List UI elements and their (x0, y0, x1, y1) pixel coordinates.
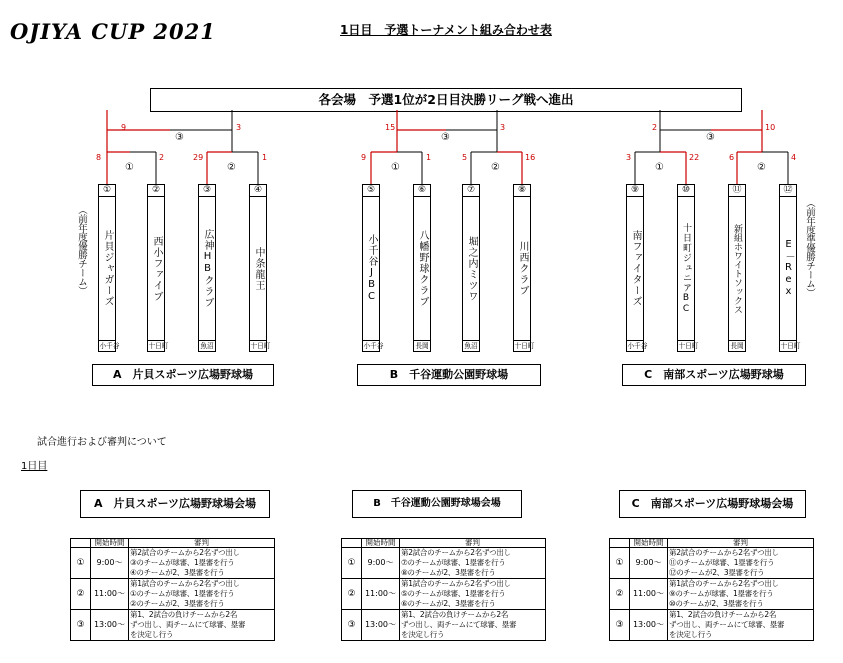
row-umpire (668, 579, 814, 610)
row-round: ① (71, 548, 91, 579)
team-name: 西小ファイブ (147, 196, 165, 341)
umpire-line: ⑧のチームが2、3塁審を行う (401, 568, 496, 577)
row-umpire (668, 610, 814, 641)
row-time: 11:00～ (630, 579, 668, 610)
team-location (98, 341, 120, 352)
team-name: 片貝ジャガーズ (98, 196, 116, 341)
venue-c-box: C 南部スポーツ広場野球場 (622, 364, 806, 386)
score-b-g1-right: 1 (426, 153, 432, 162)
team-location-text: 十日町 (250, 342, 271, 350)
team-number: ⑦ (462, 184, 480, 196)
team-location-text: 小千谷 (99, 342, 120, 350)
row-umpire (668, 548, 814, 579)
umpire-line: ③のチームが球審、1塁審を行う (130, 558, 235, 567)
schedule-venue-a-title: A 片貝スポーツ広場野球場会場 (80, 490, 270, 518)
schedule-table-b (341, 538, 546, 641)
umpire-line: ①のチームが球審、1塁審を行う (130, 589, 235, 598)
umpire-line: ずつ出し、両チームにて球審、塁審 (401, 620, 517, 629)
col-round-header (342, 539, 362, 548)
score-c-g2-right: 4 (791, 153, 797, 162)
table-row (71, 610, 275, 641)
table-row (610, 548, 814, 579)
umpire-line: ⑥のチームが2、3塁審を行う (401, 599, 496, 608)
team-location-text: 長岡 (730, 342, 744, 350)
score-a-g2-right: 1 (262, 153, 268, 162)
score-a-g2-left: 29 (193, 153, 204, 162)
row-round: ③ (342, 610, 362, 641)
team-location-text: 十日町 (514, 342, 535, 350)
umpire-line: ⑦のチームが球審、1塁審を行う (401, 558, 506, 567)
row-umpire (400, 579, 546, 610)
team-number: ⑥ (413, 184, 431, 196)
team-location (677, 341, 699, 352)
prev-runnerup-note: （前年度準優勝チーム） (804, 198, 815, 297)
row-time: 13:00～ (362, 610, 400, 641)
row-time: 9:00～ (630, 548, 668, 579)
venue-b-box: B 千谷運動公園野球場 (357, 364, 541, 386)
score-b-final-right: 3 (500, 123, 506, 132)
table-row (610, 610, 814, 641)
score-b-g2-right: 16 (525, 153, 536, 162)
umpire-line: ずつ出し、両チームにて球審、塁審 (130, 620, 246, 629)
team-card (198, 184, 216, 352)
umpire-line: ④のチームが2、3塁審を行う (130, 568, 225, 577)
score-b-g2-left: 5 (462, 153, 468, 162)
umpire-line: ずつ出し、両チームにて球審、塁審 (669, 620, 785, 629)
col-time-header: 開始時間 (630, 539, 668, 548)
team-location-text: 十日町 (780, 342, 801, 350)
team-number: ② (147, 184, 165, 196)
team-name: 広神HBクラブ (198, 196, 216, 341)
score-c-final-right: 10 (765, 123, 776, 132)
umpire-line: 第2試合のチームから2名ずつ出し (130, 548, 240, 557)
round-label-c-2: ② (757, 162, 766, 173)
round-label-b-2: ② (491, 162, 500, 173)
round-label-b-1: ① (391, 162, 400, 173)
row-umpire (129, 548, 275, 579)
umpire-line: ⑤のチームが球審、1塁審を行う (401, 589, 506, 598)
team-card (413, 184, 431, 352)
umpire-line: ⑨のチームが球審、1塁審を行う (669, 589, 774, 598)
col-round-header (71, 539, 91, 548)
team-name: 八幡野球クラブ (413, 196, 431, 341)
round-label-a-2: ② (227, 162, 236, 173)
row-time: 11:00～ (91, 579, 129, 610)
team-card (779, 184, 801, 352)
row-round: ② (342, 579, 362, 610)
team-card (728, 184, 746, 352)
row-round: ② (610, 579, 630, 610)
umpire-line: 第1試合のチームから2名ずつ出し (401, 579, 511, 588)
col-round-header (610, 539, 630, 548)
team-number: ⑨ (626, 184, 644, 196)
venue-a-box: A 片貝スポーツ広場野球場 (92, 364, 274, 386)
team-card (513, 184, 535, 352)
table-header-row (610, 539, 814, 548)
umpire-line: ②のチームが2、3塁審を行う (130, 599, 225, 608)
team-name: 堀之内ミツワ (462, 196, 480, 341)
table-row (71, 579, 275, 610)
team-location (362, 341, 384, 352)
team-number: ⑫ (779, 184, 797, 196)
row-umpire (400, 548, 546, 579)
umpire-line: 第1試合のチームから2名ずつ出し (669, 579, 779, 588)
umpire-line: を決定し行う (130, 630, 174, 639)
team-name: 南ファイターズ (626, 196, 644, 341)
team-location-text: 魚沼 (200, 342, 214, 350)
row-round: ③ (610, 610, 630, 641)
day-label: 1日目 (21, 461, 48, 472)
team-location (779, 341, 801, 352)
team-name: 新組ホワイトソックス (728, 196, 746, 341)
table-row (342, 610, 546, 641)
team-location-text: 小千谷 (363, 342, 384, 350)
round-label-c-final: ③ (706, 132, 715, 143)
score-a-final-right: 3 (236, 123, 242, 132)
col-umpire-header: 審判 (129, 539, 275, 548)
umpire-line: ⑫のチームが2、3塁審を行う (669, 568, 765, 577)
round-label-c-1: ① (655, 162, 664, 173)
table-header-row (71, 539, 275, 548)
team-name: E－Rex (779, 196, 797, 341)
team-number: ① (98, 184, 116, 196)
team-card (626, 184, 648, 352)
col-umpire-header: 審判 (400, 539, 546, 548)
score-a-g1-left: 8 (96, 153, 102, 162)
table-header-row (342, 539, 546, 548)
row-umpire (129, 610, 275, 641)
schedule-venue-c-title: C 南部スポーツ広場野球場会場 (619, 490, 806, 518)
team-location-text: 小千谷 (627, 342, 648, 350)
team-number: ⑤ (362, 184, 380, 196)
team-location (147, 341, 169, 352)
row-round: ① (342, 548, 362, 579)
team-name: 十日町ジュニアBC (677, 196, 695, 341)
team-number: ④ (249, 184, 267, 196)
col-time-header: 開始時間 (91, 539, 129, 548)
team-location (728, 341, 746, 352)
score-a-g1-right: 2 (159, 153, 165, 162)
score-b-g1-left: 9 (361, 153, 367, 162)
team-name: 小千谷JBC (362, 196, 380, 341)
table-row (610, 579, 814, 610)
score-c-g2-left: 6 (729, 153, 735, 162)
umpire-line: ⑪のチームが球審、1塁審を行う (669, 558, 775, 567)
team-card (249, 184, 271, 352)
score-a-final-left: 9 (121, 123, 127, 132)
umpire-line: 第1試合のチームから2名ずつ出し (130, 579, 240, 588)
row-time: 9:00～ (91, 548, 129, 579)
row-round: ① (610, 548, 630, 579)
team-location (413, 341, 431, 352)
team-location-text: 十日町 (678, 342, 699, 350)
row-round: ② (71, 579, 91, 610)
umpire-line: を決定し行う (669, 630, 713, 639)
team-card (98, 184, 120, 352)
umpire-line: 第1、2試合の負けチームから2名 (401, 610, 509, 619)
umpire-line: 第1、2試合の負けチームから2名 (669, 610, 777, 619)
team-number: ③ (198, 184, 216, 196)
team-location (626, 341, 648, 352)
round-label-b-final: ③ (441, 132, 450, 143)
score-c-final-left: 2 (652, 123, 658, 132)
prev-champion-note: （前年度優勝チーム） (76, 205, 87, 295)
team-location (198, 341, 216, 352)
table-row (342, 579, 546, 610)
team-name: 川西クラブ (513, 196, 531, 341)
table-row (71, 548, 275, 579)
team-location (249, 341, 271, 352)
umpire-line: を決定し行う (401, 630, 445, 639)
col-umpire-header: 審判 (668, 539, 814, 548)
team-location-text: 魚沼 (464, 342, 478, 350)
umpire-line: 第2試合のチームから2名ずつ出し (401, 548, 511, 557)
row-time: 13:00～ (630, 610, 668, 641)
team-card (362, 184, 384, 352)
team-name: 中条龍王 (249, 196, 267, 341)
score-c-g1-left: 3 (626, 153, 632, 162)
schedule-venue-b-title: B 千谷運動公園野球場会場 (352, 490, 522, 518)
row-time: 11:00～ (362, 579, 400, 610)
team-number: ⑧ (513, 184, 531, 196)
row-umpire (129, 579, 275, 610)
team-location (513, 341, 535, 352)
round-label-a-final: ③ (175, 132, 184, 143)
umpire-line: 第1、2試合の負けチームから2名 (130, 610, 238, 619)
row-time: 9:00～ (362, 548, 400, 579)
advance-banner: 各会場 予選1位が2日目決勝リーグ戦へ進出 (150, 88, 742, 112)
schedule-table-a (70, 538, 275, 641)
team-card (462, 184, 480, 352)
team-card (677, 184, 699, 352)
table-row (342, 548, 546, 579)
row-umpire (400, 610, 546, 641)
team-number: ⑪ (728, 184, 746, 196)
col-time-header: 開始時間 (362, 539, 400, 548)
cup-logo: OJIYA CUP 2021 (10, 19, 216, 44)
row-round: ③ (71, 610, 91, 641)
schedule-table-c (609, 538, 814, 641)
row-time: 13:00～ (91, 610, 129, 641)
umpire-line: ⑩のチームが2、3塁審を行う (669, 599, 764, 608)
score-c-g1-right: 22 (689, 153, 700, 162)
umpire-line: 第2試合のチームから2名ずつ出し (669, 548, 779, 557)
round-label-a-1: ① (125, 162, 134, 173)
section-title: 試合進行および審判について (37, 437, 167, 448)
score-b-final-left: 15 (385, 123, 396, 132)
team-location-text: 長岡 (415, 342, 429, 350)
team-card (147, 184, 169, 352)
page-title: 1日目 予選トーナメント組み合わせ表 (340, 23, 552, 37)
team-location (462, 341, 480, 352)
team-location-text: 十日町 (148, 342, 169, 350)
team-number: ⑩ (677, 184, 695, 196)
